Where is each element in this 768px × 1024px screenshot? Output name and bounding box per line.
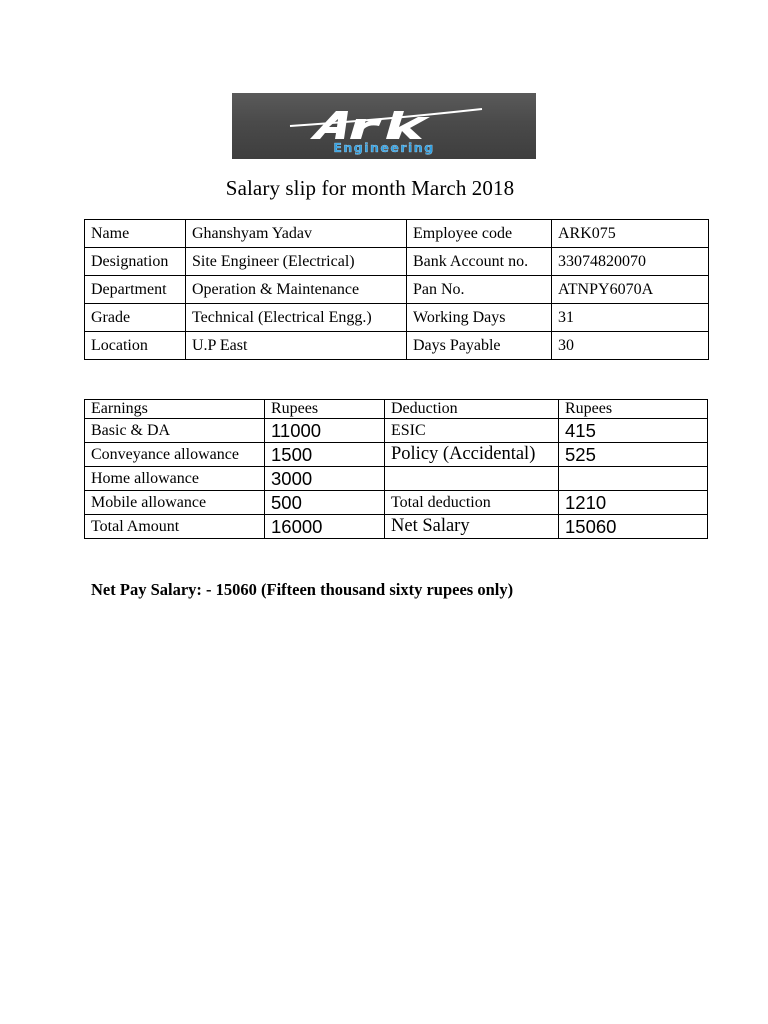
net-salary-amount: 15060 (559, 515, 708, 539)
deduction-amount: 525 (559, 443, 708, 467)
info-label: Department (85, 276, 186, 304)
deduction-amount (559, 467, 708, 491)
deduction-label: Total deduction (385, 491, 559, 515)
page-title: Salary slip for month March 2018 (225, 176, 515, 200)
table-row (85, 248, 709, 276)
net-pay-summary: Net Pay Salary: - 15060 (Fifteen thousand sixty rupees only) (91, 580, 514, 599)
ark-engineering-logo-graphic (232, 93, 536, 159)
earning-label: Mobile allowance (85, 491, 265, 515)
info-value: 33074820070 (552, 248, 709, 276)
info-value: Ghanshyam Yadav (186, 220, 407, 248)
header-rupees: Rupees (265, 400, 385, 419)
table-row (85, 467, 708, 491)
info-value: ARK075 (552, 220, 709, 248)
table-row (85, 276, 709, 304)
info-label: Bank Account no. (407, 248, 552, 276)
earning-amount: 500 (265, 491, 385, 515)
employee-info-table (84, 219, 709, 360)
deduction-amount: 415 (559, 419, 708, 443)
info-label: Designation (85, 248, 186, 276)
table-header-row (85, 400, 708, 419)
earnings-deductions-table (84, 399, 708, 539)
table-row (85, 220, 709, 248)
earning-label: Total Amount (85, 515, 265, 539)
deduction-label: ESIC (385, 419, 559, 443)
table-row (85, 332, 709, 360)
header-deduction: Deduction (385, 400, 559, 419)
info-value: ATNPY6070A (552, 276, 709, 304)
table-row (85, 419, 708, 443)
table-row (85, 304, 709, 332)
info-value: U.P East (186, 332, 407, 360)
earning-label: Home allowance (85, 467, 265, 491)
total-amount: 16000 (265, 515, 385, 539)
info-label: Grade (85, 304, 186, 332)
logo-subtitle: Engineering (333, 140, 435, 155)
info-value: Technical (Electrical Engg.) (186, 304, 407, 332)
table-row (85, 443, 708, 467)
info-value: Operation & Maintenance (186, 276, 407, 304)
header-earnings: Earnings (85, 400, 265, 419)
net-salary-label: Net Salary (385, 515, 559, 539)
earning-label: Basic & DA (85, 419, 265, 443)
deduction-amount: 1210 (559, 491, 708, 515)
earning-label: Conveyance allowance (85, 443, 265, 467)
company-logo (232, 93, 536, 159)
earning-amount: 11000 (265, 419, 385, 443)
earning-amount: 3000 (265, 467, 385, 491)
earning-amount: 1500 (265, 443, 385, 467)
info-value: 31 (552, 304, 709, 332)
info-label: Location (85, 332, 186, 360)
info-label: Working Days (407, 304, 552, 332)
table-row (85, 515, 708, 539)
info-value: 30 (552, 332, 709, 360)
info-label: Pan No. (407, 276, 552, 304)
table-row (85, 491, 708, 515)
info-value: Site Engineer (Electrical) (186, 248, 407, 276)
info-label: Days Payable (407, 332, 552, 360)
info-label: Employee code (407, 220, 552, 248)
deduction-label (385, 467, 559, 491)
info-label: Name (85, 220, 186, 248)
header-rupees: Rupees (559, 400, 708, 419)
deduction-label: Policy (Accidental) (385, 443, 559, 467)
